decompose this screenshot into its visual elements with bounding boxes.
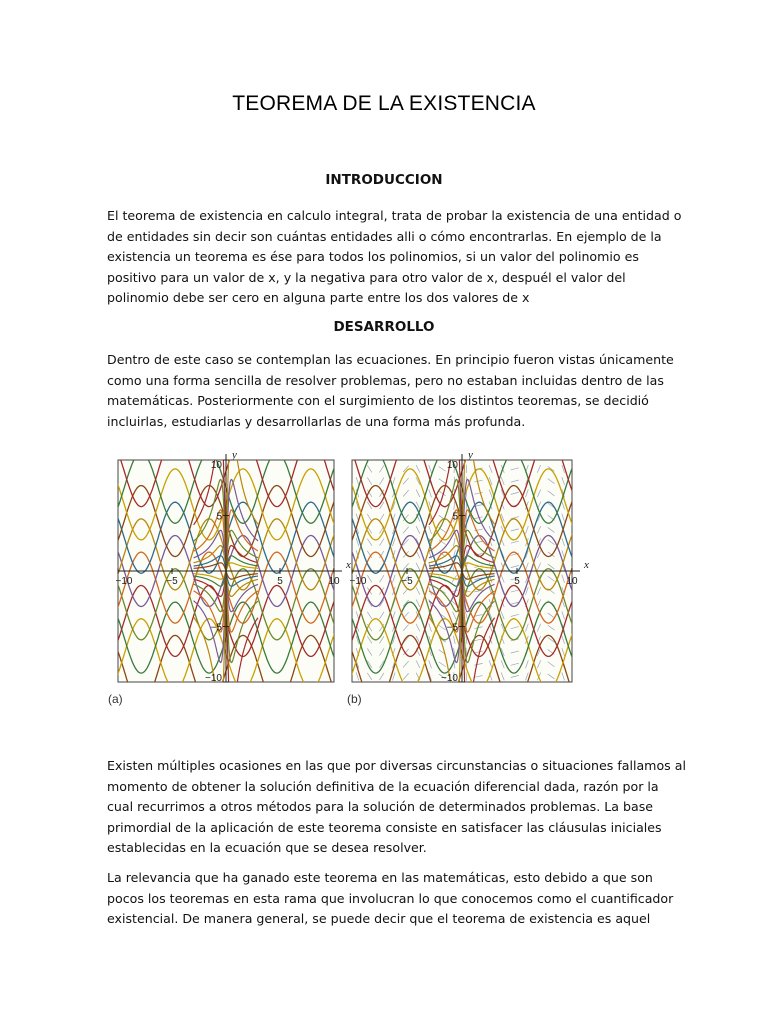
paragraph-line: existencial. De manera general, se puede decir que el teorema de existencia es aquel <box>107 911 651 926</box>
x-tick-label: 10 <box>566 576 578 587</box>
paragraph-desarrollo-2 <box>107 756 686 859</box>
figure-label-b: (b) <box>347 692 362 706</box>
y-tick-label: −10 <box>205 673 222 684</box>
paragraph-line: de entidades sin decir son cuántas entidades alli o cómo encontrarlas. En ejemplo de la <box>107 228 662 244</box>
y-tick-label: 10 <box>210 460 222 471</box>
x-tick-label: −10 <box>115 576 133 587</box>
paragraph-line: como una forma sencilla de resolver problemas, pero no estaban incluidas dentro de las <box>107 372 664 388</box>
paragraph-line: existencia un teorema es ése para todos los polinomios, si un valor del polinomio es <box>107 249 639 264</box>
paragraph-introduccion <box>107 206 682 309</box>
x-axis-label: x <box>584 559 589 571</box>
y-tick-label: 5 <box>216 511 222 523</box>
document-title: TEOREMA DE LA EXISTENCIA <box>232 92 536 115</box>
paragraph-line: matemáticas. Posteriormente con el surgimiento de los distintos teoremas, se decidió <box>107 393 649 408</box>
x-tick-label: 5 <box>277 576 283 587</box>
solution-curves-plot-a <box>110 448 351 690</box>
y-tick-label: −10 <box>441 673 458 684</box>
figure-panel-a <box>110 448 351 695</box>
paragraph-line: Existen múltiples ocasiones en las que por diversas circunstancias o situaciones fallamos al <box>107 758 686 773</box>
x-tick-label: −10 <box>349 576 367 587</box>
paragraph-desarrollo-1 <box>107 350 674 432</box>
x-tick-label: −5 <box>401 576 413 587</box>
y-tick-label: 5 <box>452 511 458 523</box>
y-axis-label: y <box>232 449 237 461</box>
y-tick-label: −5 <box>446 622 458 634</box>
section-heading-desarrollo: DESARROLLO <box>333 319 435 335</box>
paragraph-line: La relevancia que ha ganado este teorema en las matemáticas, esto debido a que son <box>107 870 653 885</box>
paragraph-line: primordial de la aplicación de este teorema consiste en satisfacer las cláusulas iniciales <box>107 819 662 835</box>
paragraph-line: incluirlas, estudiarlas y desarrollarlas de una forma más profunda. <box>107 413 526 429</box>
direction-field-plot-b <box>344 448 589 690</box>
paragraph-line: momento de obtener la solución definitiva de la ecuación diferencial dada, razón por la <box>107 778 659 794</box>
paragraph-line: Dentro de este caso se contemplan las ecuaciones. En principio fueron vistas únicamente <box>107 352 674 367</box>
paragraph-line: positivo para un valor de x, y la negativa para otro valor de x, despuél el valor del <box>107 269 626 285</box>
paragraph-desarrollo-3 <box>107 868 674 930</box>
y-tick-label: −5 <box>210 622 222 634</box>
paragraph-line: establecidas en la ecuación que se desea resolver. <box>107 840 427 855</box>
figure-label-a: (a) <box>108 692 123 706</box>
section-heading-introduccion: INTRODUCCION <box>325 172 443 188</box>
paragraph-line: El teorema de existencia en calculo integral, trata de probar la existencia de una entidad o <box>107 208 682 223</box>
x-tick-label: 10 <box>328 576 340 587</box>
x-tick-label: 5 <box>514 576 520 587</box>
paragraph-line: polinomio debe ser cero en alguna parte entre los dos valores de x <box>107 290 530 305</box>
x-axis-label: x <box>346 559 351 571</box>
y-axis-label: y <box>468 449 473 461</box>
figure-panel-b <box>344 448 589 695</box>
paragraph-line: cual recurrimos a otros métodos para la solución de determinados problemas. La base <box>107 799 654 814</box>
x-tick-label: −5 <box>166 576 178 587</box>
paragraph-line: pocos los teoremas en esta rama que involucran lo que conocemos como el cuantificador <box>107 890 674 906</box>
y-tick-label: 10 <box>446 460 458 471</box>
